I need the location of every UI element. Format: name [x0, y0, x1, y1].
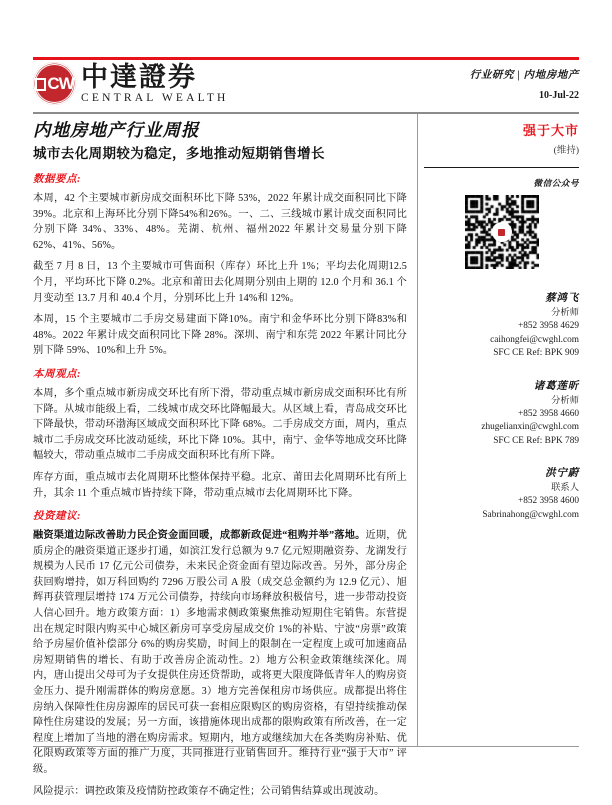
analyst-card — [424, 291, 579, 361]
analyst-phone[interactable]: +852 3958 4600 — [517, 496, 579, 507]
wechat-qr-code-icon — [465, 195, 539, 269]
analyst-sfc-ref: SFC CE Ref: BPK 789 — [493, 435, 579, 446]
wechat-label: 微信公众号 — [533, 178, 579, 189]
paragraph: 本周，15 个主要城市二手房交易建面下降10%。南宁和金华环比分别下降83%和 48%。2022 年累计成交面积同比下降 28%。深圳、南宁和东莞 2022 年累计同比分别下降 59%、10%和上升 5%。 — [33, 314, 407, 357]
paragraph: 本周，多个重点城市新房成交环比有所下滑，带动重点城市新房成交面积环比有所下降。从城市能级上看，二线城市成交环比降幅最大。从区域上看，青岛成交环比下降最快，带动环渤海区域成交面积环比下降 68%。二手房成交方面，周内，重点城市二手房成交环比波动延续，环比下降 10%。其中，南宁、金华等地成交环比降幅较大，带动重点城市二手房成交面积环比有所下降。 — [33, 387, 407, 462]
analyst-role: 分析师 — [551, 395, 579, 406]
paragraph: 本周，42 个主要城市新房成交面积环比下降 53%，2022 年累计成交面积同比下降39%。北京和上海环比分别下降54%和26%。一、二、三线城市累计成交面积同比分别下降 34%、33%、48%。芜湖、杭州、福州2022 年累计交易量分别下降 62%、41%、56%。 — [33, 193, 407, 251]
analyst-role: 联系人 — [551, 483, 579, 494]
investment-lead-sentence: 融资渠道边际改善助力民企资金面回暖，成都新政促进“租购并举”落地。 — [33, 530, 366, 542]
analyst-phone[interactable]: +852 3958 4629 — [517, 321, 579, 332]
analyst-email[interactable]: Sabrinahong@cwghl.com — [482, 509, 579, 520]
section-heading-investment-advice: 投资建议: — [33, 511, 81, 523]
sector-breadcrumb: 行业研究 | 内地房地产 — [469, 70, 579, 81]
rating-status: (维持) — [553, 146, 579, 156]
analyst-role: 分析师 — [551, 308, 579, 319]
section-heading-data-points: 数据要点: — [33, 174, 81, 185]
analyst-sfc-ref: SFC CE Ref: BPK 909 — [493, 348, 579, 359]
rating-badge: 强于大市 — [522, 123, 579, 138]
analyst-card — [424, 379, 579, 449]
page-subtitle: 城市去化周期较为稳定，多地推动短期销售增长 — [33, 146, 325, 161]
paragraph: 库存方面，重点城市去化周期环比整体保持平稳。北京、莆田去化周期环比有所上升，其余 11 个重点城市皆持续下降，带动重点城市去化周期环比下降。 — [33, 471, 407, 499]
logo-chinese-name: 中達證券 — [81, 62, 197, 92]
analyst-email[interactable]: caihongfei@cwghl.com — [490, 334, 579, 345]
logo-wordmark — [81, 62, 229, 105]
section-heading-weekly-view: 本周观点: — [33, 368, 81, 380]
qr-center-logo-icon — [492, 222, 512, 242]
analyst-name: 洪宁蔚 — [545, 468, 579, 480]
analyst-phone[interactable]: +852 3958 4660 — [517, 408, 579, 419]
sidebar — [424, 118, 579, 522]
paragraph-investment — [33, 528, 407, 778]
masthead-meta — [470, 68, 579, 103]
qr-code-container — [424, 195, 579, 269]
analyst-card — [424, 466, 579, 522]
analyst-name: 诸葛莲昕 — [533, 380, 579, 392]
logo-english-name: CENTRAL WEALTH — [81, 92, 229, 104]
column-divider — [417, 114, 418, 747]
analyst-email[interactable]: zhugelianxin@cwghl.com — [481, 422, 579, 433]
masthead-divider — [33, 112, 579, 114]
analyst-name: 蔡鸿飞 — [545, 293, 579, 305]
risk-disclaimer: 风险提示：调控政策及疫情防控政策存不确定性；公司销售结算或出现波动。 — [33, 785, 385, 797]
masthead — [33, 60, 579, 108]
page-title: 内地房地产行业周报 — [33, 120, 200, 140]
company-logo — [33, 62, 229, 105]
logo-monogram-text: CW — [47, 73, 74, 93]
main-content — [33, 118, 407, 805]
cw-logo-icon — [33, 62, 76, 105]
investment-body-text: 近期，优质房企的融资渠道正逐步打通，如滨江发行总额为 9.7 亿元短期融资券、龙湖发行规模为人民币 17 亿元公司债券，未来民企资金面有望边际改善。另外，部分房企获回购增持，如万科回购约 7296 万股公司 A 股（成交总金额约为 12.9 亿元）、旭辉再获管理层增持 174 万元公司债券，持续向市场释放积极信号，进一步带动投资人信心回升。地方政策方面：1）多地需求侧政策聚焦推动短期住宅销售。东营提出在规定时限内购买中心城区新房可享受房屋成交价 1%的补贴、宁波“房票”政策给予房屋价值补偿部分 6%的购房奖励，时间上的限制在一定程度上或可加速商品房短期销售的增长、有助于改善房企流动性。2）地方公积金政策继续深化。周内，唐山提出父母可为子女提供住房还贷帮助，或将更大限度降低青年人的购房资金压力、提升刚需群体的购房意愿。3）地方完善保租房市场供应。成都提出将住房纳入保障性住房房源库的居民可获一套相应限购区的购房资格，有望持续推动保障性住房建设的发展；另一方面，该措施体现出成都的限购政策有所改善，在一定程度上增加了当地的潜在购房需求。短期内，地方或继续加大在各类购房补贴、优化限购政策等方面的推广力度，共同推进行业销售回升。维持行业“强于大市” 评级。 — [33, 530, 407, 775]
paragraph: 截至 7 月 8 日，13 个主要城市可售面积（库存）环比上升 1%；平均去化周期12.5 个月，平均环比下降 0.2%。北京和莆田去化周期分别由上期的 12.0 个月和 36.1 个月变动至 13.7 月和 40.4 个月，分别环比上升 14%和 12%。 — [33, 261, 407, 304]
report-date: 10-Jul-22 — [539, 90, 579, 101]
sidebar-divider — [424, 167, 579, 168]
